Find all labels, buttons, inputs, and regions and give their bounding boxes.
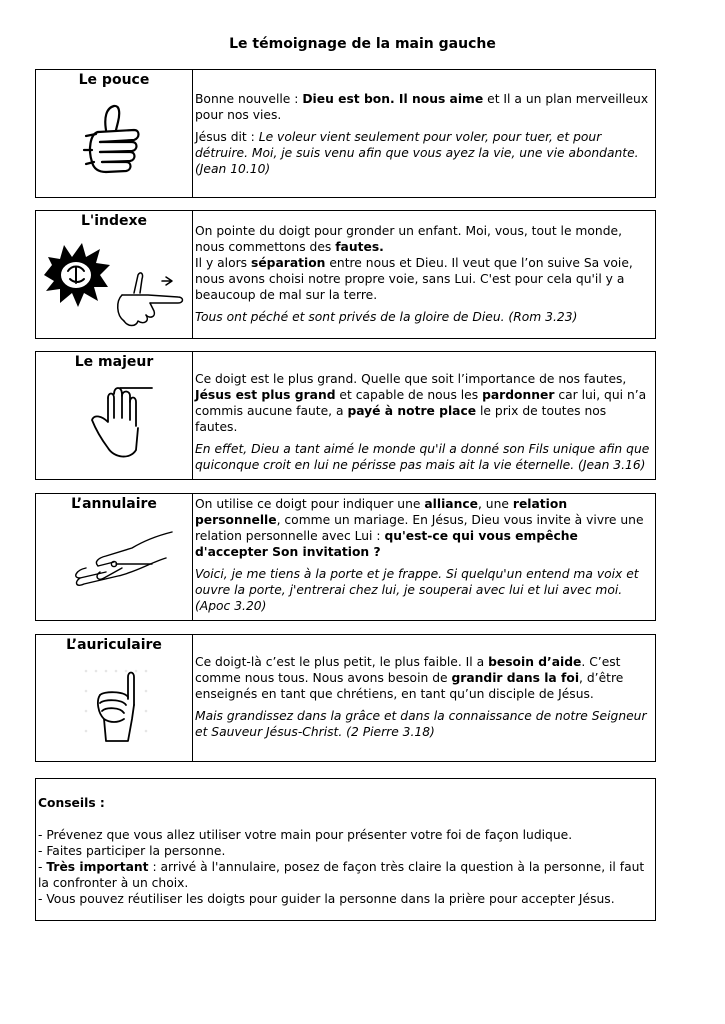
finger-explanation bbox=[195, 654, 651, 702]
conseil-item bbox=[38, 891, 652, 907]
text-run: - Faites participer la personne. bbox=[38, 844, 226, 858]
text-run: . C’est comme nous tous. Nous avons besoin de bbox=[195, 655, 621, 685]
bold-text: fautes. bbox=[335, 240, 384, 254]
little-finger-hand-icon bbox=[76, 661, 156, 751]
text-run: car lui, qui n’a commis aucune faute, a bbox=[195, 388, 647, 418]
italic-text: Mais grandissez dans la grâce et dans la connaissance de notre Seigneur et Sauveur Jésus-Christ. (2 Pierre 3.18) bbox=[195, 709, 647, 739]
finger-name: L'indexe bbox=[80, 213, 147, 229]
finger-explanation bbox=[195, 91, 651, 123]
page-title: Le témoignage de la main gauche bbox=[229, 36, 496, 52]
finger-name: L’auriculaire bbox=[66, 637, 162, 653]
finger-explanation bbox=[195, 496, 651, 560]
text-run: le prix de toutes nos fautes. bbox=[195, 404, 607, 434]
bold-text: qu'est-ce qui vous empêche d'accepter Son invitation ? bbox=[195, 529, 578, 559]
bible-verse bbox=[195, 708, 651, 740]
text-run: , comme un mariage. En Jésus, Dieu vous invite à vivre une relation personnelle avec Lui : bbox=[195, 513, 644, 543]
text-run: Bonne nouvelle : bbox=[195, 92, 303, 106]
ring-finger-hand-icon bbox=[66, 522, 176, 592]
finger-cell bbox=[36, 70, 193, 197]
text-run: On utilise ce doigt pour indiquer une bbox=[195, 497, 425, 511]
text-run: Ce doigt-là c’est le plus petit, le plus faible. Il a bbox=[195, 655, 489, 669]
finger-block-auriculaire bbox=[35, 634, 656, 762]
bible-verse bbox=[195, 566, 651, 614]
finger-cell bbox=[36, 635, 193, 761]
finger-block-indexe bbox=[35, 210, 656, 339]
text-run: , une bbox=[477, 497, 513, 511]
bible-verse bbox=[195, 129, 651, 177]
bible-verse bbox=[195, 441, 651, 473]
finger-block-majeur bbox=[35, 351, 656, 480]
italic-text: Le voleur vient seulement pour voler, pour tuer, et pour détruire. Moi, je suis venu afin que vous ayez la vie, une vie abondante. (Jean 10.10) bbox=[195, 130, 639, 176]
italic-text: Voici, je me tiens à la porte et je frappe. Si quelqu'un entend ma voix et ouvre la porte, j'entrerai chez lui, je souperai avec lui et lui avec moi. (Apoc 3.20) bbox=[195, 567, 639, 613]
finger-explanation bbox=[195, 223, 651, 303]
text-run: et capable de nous les bbox=[335, 388, 483, 402]
finger-block-pouce bbox=[35, 69, 656, 198]
finger-cell bbox=[36, 352, 193, 479]
bible-verse bbox=[195, 309, 651, 325]
conseil-item bbox=[38, 827, 652, 843]
conseils-box bbox=[35, 778, 656, 921]
text-run: Ce doigt est le plus grand. Quelle que soit l’importance de nos fautes, bbox=[195, 372, 627, 386]
bold-text: relation personnelle bbox=[195, 497, 568, 527]
bold-text: Très important bbox=[46, 860, 149, 874]
text-run: et Il a un plan merveilleux pour nos vies. bbox=[195, 92, 649, 122]
finger-text bbox=[193, 352, 655, 479]
finger-block-annulaire bbox=[35, 493, 656, 621]
bold-text: alliance bbox=[424, 497, 478, 511]
text-run: Il y alors bbox=[195, 256, 251, 270]
bold-text: besoin d’aide bbox=[488, 655, 582, 669]
finger-text bbox=[193, 635, 655, 761]
finger-cell bbox=[36, 494, 193, 620]
thumbs-up-hand-icon bbox=[76, 100, 156, 180]
bold-text: payé à notre place bbox=[347, 404, 477, 418]
text-run: , d’être enseignés en tant que chrétiens, en tant qu’un disciple de Jésus. bbox=[195, 671, 624, 701]
finger-name: Le pouce bbox=[78, 72, 150, 88]
middle-finger-hand-icon bbox=[80, 378, 160, 468]
conseils-heading: Conseils : bbox=[38, 796, 105, 810]
text-run: On pointe du doigt pour gronder un enfant. Moi, vous, tout le monde, nous commettons des bbox=[195, 224, 623, 254]
conseil-item bbox=[38, 843, 652, 859]
text-run: - bbox=[38, 860, 47, 874]
finger-text bbox=[193, 70, 655, 197]
pointing-finger-icon bbox=[38, 235, 188, 335]
text-run: : arrivé à l'annulaire, posez de façon très claire la question à la personne, il faut la confronter à un choix. bbox=[38, 860, 645, 890]
bold-text: pardonner bbox=[482, 388, 555, 402]
italic-text: En effet, Dieu a tant aimé le monde qu'il a donné son Fils unique afin que quiconque croit en lui ne périsse pas mais ait la vie éternelle. (Jean 3.16) bbox=[195, 442, 650, 472]
finger-name: Le majeur bbox=[74, 354, 154, 370]
conseil-item bbox=[38, 859, 652, 891]
italic-text: Tous ont péché et sont privés de la gloire de Dieu. (Rom 3.23) bbox=[195, 310, 578, 324]
finger-cell bbox=[36, 211, 193, 338]
text-run: - Vous pouvez réutiliser les doigts pour guider la personne dans la prière pour accepter Jésus. bbox=[38, 892, 615, 906]
text-run: Jésus dit : bbox=[195, 130, 259, 144]
finger-text bbox=[193, 211, 655, 338]
conseils-list bbox=[38, 827, 652, 907]
text-run: - Prévenez que vous allez utiliser votre main pour présenter votre foi de façon ludique. bbox=[38, 828, 573, 842]
finger-name: L’annulaire bbox=[71, 496, 157, 512]
bold-text: séparation bbox=[251, 256, 326, 270]
text-run: entre nous et Dieu. Il veut que l’on suive Sa voie, nous avons choisi notre propre voie, sans Lui. C'est pour cela qu'il y a beaucoup de mal sur la terre. bbox=[195, 256, 633, 302]
bold-text: Dieu est bon. Il nous aime bbox=[302, 92, 484, 106]
bold-text: grandir dans la foi bbox=[451, 671, 580, 685]
finger-text bbox=[193, 494, 655, 620]
bold-text: Jésus est plus grand bbox=[195, 388, 336, 402]
finger-explanation bbox=[195, 371, 651, 435]
